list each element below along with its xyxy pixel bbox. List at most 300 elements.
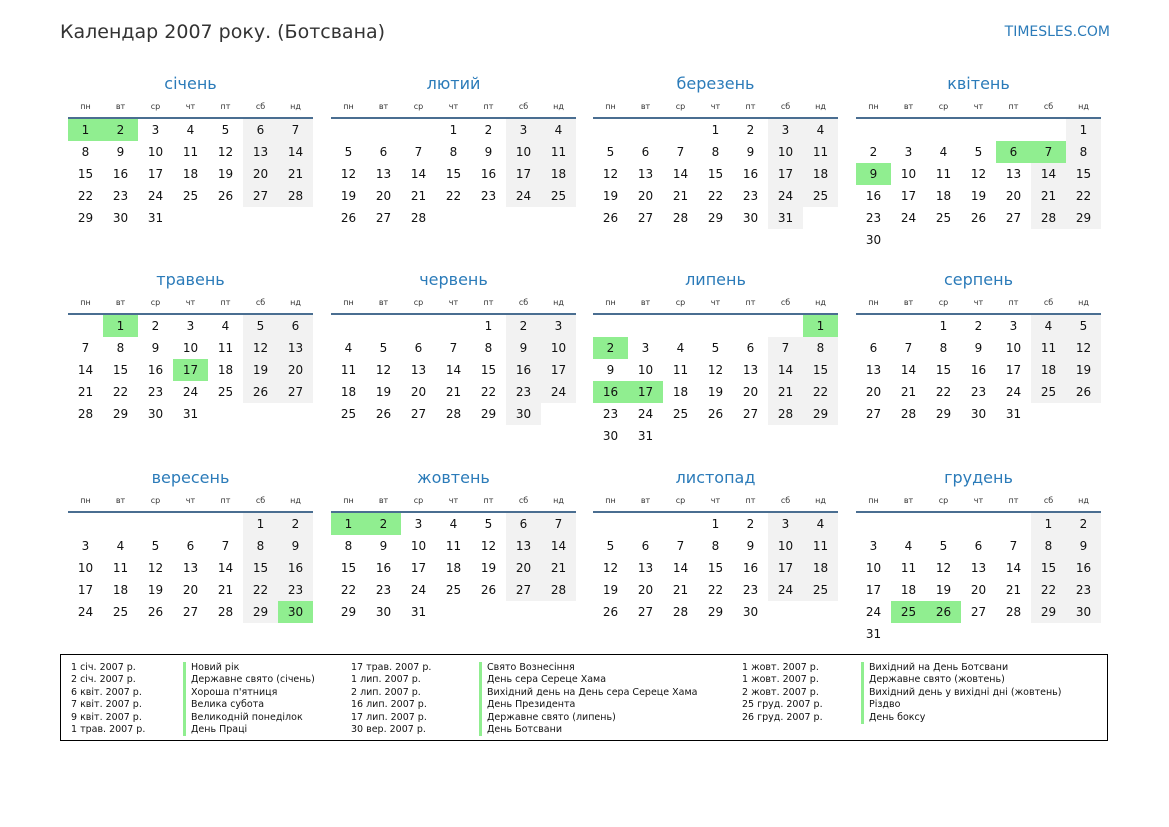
holiday-day-cell: 2 xyxy=(366,513,401,535)
weekday-header xyxy=(68,95,313,119)
holiday-name: Новий рік xyxy=(191,662,240,673)
holiday-name: Державне свято (жовтень) xyxy=(869,674,1005,686)
empty-day-cell xyxy=(593,513,628,535)
weekend-day-cell: 29 xyxy=(1031,601,1066,623)
empty-day-cell xyxy=(541,207,576,229)
weekday-label: сб xyxy=(255,495,266,505)
day-cell: 7 xyxy=(221,539,230,553)
day-cell: 10 xyxy=(182,341,199,355)
day-cell: 26 xyxy=(707,407,724,421)
weekend-day-cell: 20 xyxy=(506,557,541,579)
weekend-day-cell: 2 xyxy=(278,513,313,535)
empty-day-cell xyxy=(733,315,768,337)
week-row xyxy=(593,513,838,535)
empty-day-cell xyxy=(698,425,733,447)
weekday-header xyxy=(331,95,576,119)
day-cell: 13 xyxy=(970,561,987,575)
week-row xyxy=(856,579,1101,601)
holiday-date: 26 груд. 2007 р. xyxy=(742,711,823,723)
weekend-day-cell: 30 xyxy=(1066,601,1101,623)
day-cell: 20 xyxy=(375,189,392,203)
empty-day-cell xyxy=(926,119,961,141)
week-row xyxy=(593,163,838,185)
day-cell: 4 xyxy=(904,539,913,553)
legend-dates-3 xyxy=(742,662,823,724)
day-cell: 26 xyxy=(217,189,234,203)
week-row xyxy=(68,403,313,425)
empty-day-cell xyxy=(961,119,996,141)
day-cell: 19 xyxy=(602,189,619,203)
week-row xyxy=(593,557,838,579)
empty-day-cell xyxy=(208,403,243,425)
day-cell: 16 xyxy=(742,561,759,575)
week-row xyxy=(856,337,1101,359)
weekend-day-cell: 11 xyxy=(1031,337,1066,359)
weekday-label: ср xyxy=(675,495,686,505)
weekend-day-cell: 13 xyxy=(278,337,313,359)
weekday-header xyxy=(856,95,1101,119)
day-cell: 10 xyxy=(900,167,917,181)
day-cell: 6 xyxy=(641,145,650,159)
day-cell: 17 xyxy=(77,583,94,597)
legend-names-2 xyxy=(479,662,697,736)
weekend-day-cell: 10 xyxy=(768,141,803,163)
day-cell: 15 xyxy=(935,363,952,377)
month-name: березень xyxy=(676,74,755,93)
weekend-day-cell: 19 xyxy=(1066,359,1101,381)
weekday-label: сб xyxy=(780,101,791,111)
day-cell: 19 xyxy=(375,385,392,399)
day-cell: 18 xyxy=(445,561,462,575)
day-cell: 11 xyxy=(445,539,462,553)
holiday-name: Державне свято (липень) xyxy=(487,711,616,723)
weekday-label: вт xyxy=(378,101,389,111)
day-cell: 2 xyxy=(484,123,493,137)
day-cell: 13 xyxy=(410,363,427,377)
empty-day-cell xyxy=(891,623,926,645)
week-row xyxy=(593,535,838,557)
day-cell: 25 xyxy=(182,189,199,203)
weekday-header xyxy=(856,291,1101,315)
day-cell: 24 xyxy=(147,189,164,203)
weekend-day-cell: 17 xyxy=(768,557,803,579)
weekend-day-cell: 11 xyxy=(541,141,576,163)
day-cell: 18 xyxy=(340,385,357,399)
day-cell: 20 xyxy=(1005,189,1022,203)
day-cell: 22 xyxy=(340,583,357,597)
week-row xyxy=(856,359,1101,381)
weekend-day-cell: 15 xyxy=(803,359,838,381)
month-calendar xyxy=(856,73,1101,251)
day-cell: 12 xyxy=(340,167,357,181)
day-cell: 3 xyxy=(81,539,90,553)
day-cell: 14 xyxy=(410,167,427,181)
holiday-name: Хороша п'ятниця xyxy=(191,686,278,698)
weekday-label: нд xyxy=(1078,495,1089,505)
day-cell: 21 xyxy=(445,385,462,399)
month-name: жовтень xyxy=(417,468,490,487)
weekend-day-cell: 21 xyxy=(278,163,313,185)
holiday-name: Державне свято (січень) xyxy=(191,674,315,686)
weekday-label: ср xyxy=(938,495,949,505)
holiday-date: 1 жовт. 2007 р. xyxy=(742,674,819,686)
day-cell: 20 xyxy=(742,385,759,399)
month-name: липень xyxy=(685,270,746,289)
day-cell: 3 xyxy=(414,517,423,531)
weekday-label: сб xyxy=(780,297,791,307)
day-cell: 10 xyxy=(410,539,427,553)
day-cell: 5 xyxy=(711,341,720,355)
weekday-label: нд xyxy=(815,495,826,505)
holiday-date: 1 жовт. 2007 р. xyxy=(742,662,819,673)
month-name: вересень xyxy=(151,468,230,487)
week-row xyxy=(593,381,838,403)
holiday-legend xyxy=(60,654,1108,741)
day-cell: 10 xyxy=(637,363,654,377)
empty-day-cell xyxy=(768,315,803,337)
week-row xyxy=(68,163,313,185)
day-cell: 4 xyxy=(221,319,230,333)
weekend-day-cell: 30 xyxy=(506,403,541,425)
day-cell: 11 xyxy=(340,363,357,377)
day-cell: 24 xyxy=(900,211,917,225)
weekday-label: чт xyxy=(448,297,459,307)
month-name: серпень xyxy=(944,270,1013,289)
week-row xyxy=(593,119,838,141)
month-name: квітень xyxy=(947,74,1010,93)
week-row xyxy=(331,315,576,337)
day-cell: 21 xyxy=(672,583,689,597)
day-cell: 30 xyxy=(742,605,759,619)
day-cell: 31 xyxy=(637,429,654,443)
month-calendar xyxy=(331,269,576,425)
weekend-day-cell: 25 xyxy=(803,185,838,207)
weekend-day-cell: 27 xyxy=(243,185,278,207)
day-cell: 23 xyxy=(865,211,882,225)
day-cell: 12 xyxy=(935,561,952,575)
day-cell: 22 xyxy=(707,189,724,203)
week-row xyxy=(331,163,576,185)
day-cell: 4 xyxy=(116,539,125,553)
day-cell: 16 xyxy=(970,363,987,377)
weekend-day-cell: 27 xyxy=(278,381,313,403)
day-cell: 3 xyxy=(1009,319,1018,333)
day-cell: 2 xyxy=(869,145,878,159)
day-cell: 15 xyxy=(112,363,129,377)
weekday-label: сб xyxy=(780,495,791,505)
weekday-header xyxy=(331,291,576,315)
weekend-day-cell: 10 xyxy=(506,141,541,163)
day-cell: 15 xyxy=(77,167,94,181)
empty-day-cell xyxy=(1066,229,1101,251)
empty-day-cell xyxy=(1031,623,1066,645)
week-row xyxy=(593,185,838,207)
day-cell: 20 xyxy=(637,583,654,597)
day-cell: 7 xyxy=(81,341,90,355)
holiday-date: 1 січ. 2007 р. xyxy=(71,662,136,673)
day-cell: 12 xyxy=(480,539,497,553)
weekday-header xyxy=(68,291,313,315)
empty-day-cell xyxy=(471,207,506,229)
weekend-day-cell: 29 xyxy=(1066,207,1101,229)
weekend-day-cell: 8 xyxy=(243,535,278,557)
day-cell: 28 xyxy=(410,211,427,225)
weekend-day-cell: 9 xyxy=(506,337,541,359)
weekday-label: пт xyxy=(1008,101,1019,111)
day-cell: 10 xyxy=(865,561,882,575)
day-cell: 23 xyxy=(602,407,619,421)
day-cell: 13 xyxy=(182,561,199,575)
day-cell: 29 xyxy=(340,605,357,619)
day-cell: 26 xyxy=(970,211,987,225)
weekend-day-cell: 6 xyxy=(506,513,541,535)
day-cell: 15 xyxy=(707,167,724,181)
empty-day-cell xyxy=(208,207,243,229)
day-cell: 3 xyxy=(869,539,878,553)
week-row xyxy=(68,315,313,337)
weekend-day-cell: 3 xyxy=(768,513,803,535)
day-cell: 30 xyxy=(865,233,882,247)
day-cell: 5 xyxy=(606,539,615,553)
day-cell: 30 xyxy=(602,429,619,443)
weekday-label: пт xyxy=(1008,495,1019,505)
weekday-label: пт xyxy=(220,101,231,111)
day-cell: 14 xyxy=(445,363,462,377)
empty-day-cell xyxy=(593,119,628,141)
day-cell: 29 xyxy=(112,407,129,421)
week-row xyxy=(68,535,313,557)
day-cell: 13 xyxy=(637,561,654,575)
weekday-label: вт xyxy=(378,297,389,307)
weekend-day-cell: 25 xyxy=(803,579,838,601)
empty-day-cell xyxy=(996,623,1031,645)
day-cell: 21 xyxy=(1005,583,1022,597)
weekend-day-cell: 15 xyxy=(1031,557,1066,579)
empty-day-cell xyxy=(593,315,628,337)
week-row xyxy=(856,557,1101,579)
weekend-day-cell: 15 xyxy=(1066,163,1101,185)
weekend-day-cell: 13 xyxy=(243,141,278,163)
weekend-day-cell: 16 xyxy=(278,557,313,579)
day-cell: 20 xyxy=(410,385,427,399)
weekend-day-cell: 17 xyxy=(506,163,541,185)
weekday-label: сб xyxy=(255,297,266,307)
empty-day-cell xyxy=(436,315,471,337)
day-cell: 9 xyxy=(151,341,160,355)
month-calendar xyxy=(593,269,838,447)
holiday-date: 30 вер. 2007 р. xyxy=(351,723,426,735)
holiday-name: День Праці xyxy=(191,723,248,735)
empty-day-cell xyxy=(506,207,541,229)
week-row xyxy=(593,315,838,337)
weekend-day-cell: 23 xyxy=(1066,579,1101,601)
day-cell: 8 xyxy=(344,539,353,553)
weekend-day-cell: 2 xyxy=(506,315,541,337)
day-cell: 15 xyxy=(340,561,357,575)
weekday-label: сб xyxy=(518,297,529,307)
day-cell: 16 xyxy=(147,363,164,377)
weekend-day-cell: 28 xyxy=(1031,207,1066,229)
day-cell: 30 xyxy=(112,211,129,225)
weekday-label: чт xyxy=(448,101,459,111)
week-row xyxy=(331,579,576,601)
day-cell: 18 xyxy=(217,363,234,377)
weekend-day-cell: 24 xyxy=(768,185,803,207)
empty-day-cell xyxy=(856,513,891,535)
empty-day-cell xyxy=(996,229,1031,251)
weekday-label: вт xyxy=(903,297,914,307)
weekday-label: сб xyxy=(1043,495,1054,505)
weekday-label: нд xyxy=(553,101,564,111)
empty-day-cell xyxy=(628,513,663,535)
week-row xyxy=(68,207,313,229)
weekday-label: вт xyxy=(640,101,651,111)
empty-day-cell xyxy=(278,207,313,229)
day-cell: 28 xyxy=(445,407,462,421)
weekend-day-cell: 20 xyxy=(278,359,313,381)
month-name: грудень xyxy=(944,468,1013,487)
day-cell: 27 xyxy=(742,407,759,421)
day-cell: 19 xyxy=(602,583,619,597)
day-cell: 7 xyxy=(449,341,458,355)
empty-day-cell xyxy=(891,513,926,535)
empty-day-cell xyxy=(366,315,401,337)
day-cell: 13 xyxy=(742,363,759,377)
day-cell: 19 xyxy=(707,385,724,399)
weekday-label: сб xyxy=(1043,101,1054,111)
day-cell: 3 xyxy=(641,341,650,355)
weekend-day-cell: 7 xyxy=(278,119,313,141)
weekend-day-cell: 29 xyxy=(243,601,278,623)
week-row xyxy=(856,315,1101,337)
week-row xyxy=(331,359,576,381)
empty-day-cell xyxy=(891,119,926,141)
site-link[interactable]: TIMESLES.COM xyxy=(1004,24,1110,40)
weekday-label: ср xyxy=(150,297,161,307)
weekend-day-cell: 16 xyxy=(1066,557,1101,579)
empty-day-cell xyxy=(891,229,926,251)
week-row xyxy=(593,337,838,359)
day-cell: 23 xyxy=(480,189,497,203)
holiday-day-cell: 16 xyxy=(593,381,628,403)
weekend-day-cell: 15 xyxy=(243,557,278,579)
day-cell: 30 xyxy=(970,407,987,421)
holiday-date: 17 трав. 2007 р. xyxy=(351,662,432,673)
weekday-label: нд xyxy=(290,101,301,111)
weekday-label: пн xyxy=(343,495,354,505)
empty-day-cell xyxy=(436,207,471,229)
day-cell: 14 xyxy=(77,363,94,377)
day-cell: 28 xyxy=(672,605,689,619)
day-cell: 27 xyxy=(410,407,427,421)
day-cell: 8 xyxy=(484,341,493,355)
legend-dates-2 xyxy=(351,662,431,736)
day-cell: 17 xyxy=(410,561,427,575)
day-cell: 9 xyxy=(116,145,125,159)
day-cell: 29 xyxy=(707,605,724,619)
day-cell: 17 xyxy=(1005,363,1022,377)
day-cell: 13 xyxy=(865,363,882,377)
holiday-name: Різдво xyxy=(869,699,901,711)
empty-day-cell xyxy=(803,601,838,623)
empty-day-cell xyxy=(541,601,576,623)
day-cell: 9 xyxy=(746,539,755,553)
weekend-day-cell: 13 xyxy=(506,535,541,557)
empty-day-cell xyxy=(856,315,891,337)
day-cell: 7 xyxy=(1009,539,1018,553)
week-row xyxy=(593,425,838,447)
day-cell: 21 xyxy=(672,189,689,203)
week-row xyxy=(593,601,838,623)
weekday-label: сб xyxy=(518,495,529,505)
weekday-label: чт xyxy=(973,101,984,111)
day-cell: 31 xyxy=(865,627,882,641)
day-cell: 1 xyxy=(939,319,948,333)
empty-day-cell xyxy=(663,513,698,535)
empty-day-cell xyxy=(243,207,278,229)
day-cell: 28 xyxy=(672,211,689,225)
weekend-day-cell: 8 xyxy=(803,337,838,359)
day-cell: 11 xyxy=(182,145,199,159)
weekend-day-cell: 4 xyxy=(803,119,838,141)
empty-day-cell xyxy=(628,315,663,337)
day-cell: 27 xyxy=(970,605,987,619)
holiday-date: 25 груд. 2007 р. xyxy=(742,699,823,711)
weekday-label: пт xyxy=(745,495,756,505)
holiday-day-cell: 1 xyxy=(68,119,103,141)
day-cell: 22 xyxy=(707,583,724,597)
weekday-label: пт xyxy=(1008,297,1019,307)
day-cell: 12 xyxy=(217,145,234,159)
month-calendar xyxy=(593,467,838,623)
week-row xyxy=(331,141,576,163)
weekday-label: чт xyxy=(710,297,721,307)
day-cell: 24 xyxy=(410,583,427,597)
day-cell: 21 xyxy=(217,583,234,597)
empty-day-cell xyxy=(996,119,1031,141)
month-name: лютий xyxy=(426,74,481,93)
weekend-day-cell: 7 xyxy=(768,337,803,359)
holiday-name: День боксу xyxy=(869,711,926,723)
day-cell: 17 xyxy=(900,189,917,203)
holiday-name: День Ботсвани xyxy=(487,723,562,735)
empty-day-cell xyxy=(471,601,506,623)
day-cell: 11 xyxy=(900,561,917,575)
day-cell: 14 xyxy=(900,363,917,377)
weekend-day-cell: 19 xyxy=(243,359,278,381)
day-cell: 6 xyxy=(974,539,983,553)
day-cell: 5 xyxy=(344,145,353,159)
week-row xyxy=(68,119,313,141)
day-cell: 23 xyxy=(147,385,164,399)
weekday-label: вт xyxy=(378,495,389,505)
day-cell: 12 xyxy=(602,561,619,575)
day-cell: 23 xyxy=(742,583,759,597)
empty-day-cell xyxy=(961,513,996,535)
weekday-label: пт xyxy=(220,495,231,505)
empty-day-cell xyxy=(506,601,541,623)
day-cell: 11 xyxy=(112,561,129,575)
day-cell: 6 xyxy=(641,539,650,553)
empty-day-cell xyxy=(243,403,278,425)
holiday-day-cell: 6 xyxy=(996,141,1031,163)
day-cell: 30 xyxy=(375,605,392,619)
day-cell: 25 xyxy=(935,211,952,225)
week-row xyxy=(68,513,313,535)
weekend-day-cell: 12 xyxy=(243,337,278,359)
weekday-label: нд xyxy=(553,297,564,307)
day-cell: 1 xyxy=(484,319,493,333)
